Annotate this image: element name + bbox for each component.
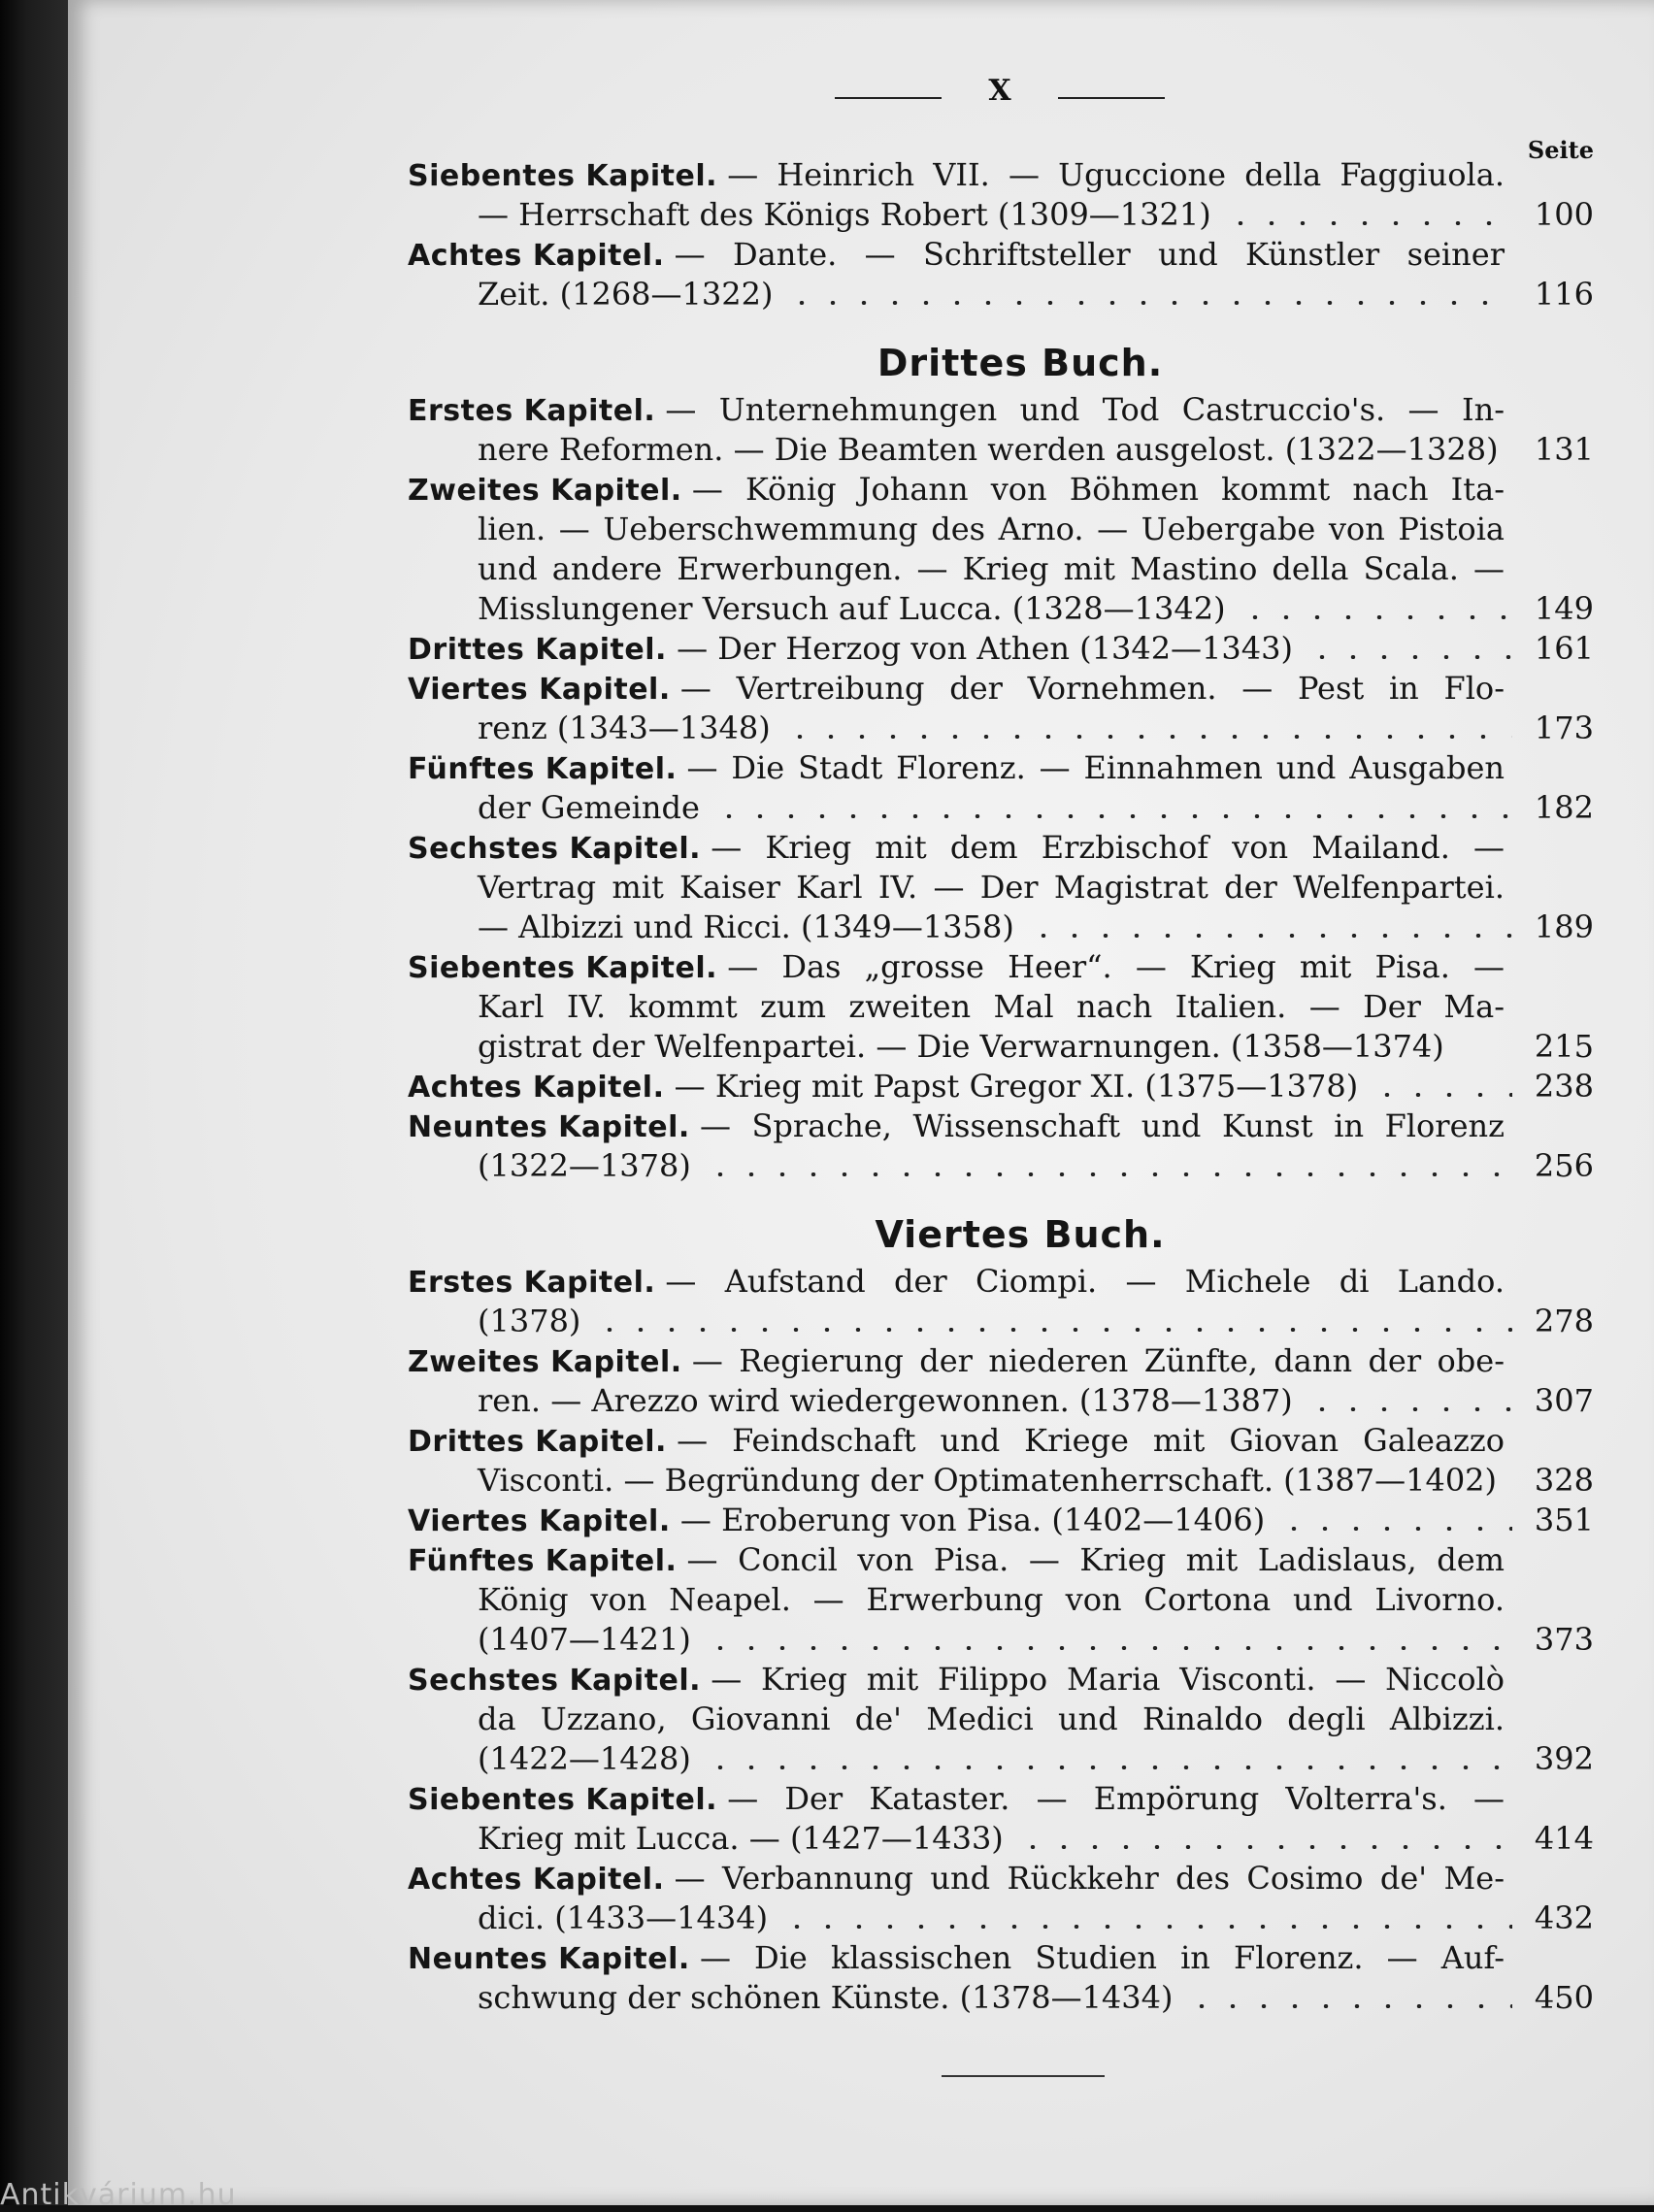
toc-entry-line [408,1898,1594,1938]
chapter-description: ren. — Arezzo wird wiedergewonnen. (1378—1387) [478,1382,1293,1419]
toc-entry-line [408,589,1594,629]
toc-entry-line [408,828,1594,868]
dot-leader [1186,2004,1512,2008]
toc-entry-line [408,275,1594,314]
dot-leader [705,1766,1512,1769]
chapter-description: — Der Kataster. — Empörung Volterra's. — [727,1780,1505,1817]
dot-leader [1372,1093,1512,1097]
chapter-description: — Feindschaft und Kriege mit Giovan Galeazzo [677,1422,1505,1459]
toc-entry [408,1859,1594,1938]
toc-entry-line [408,1027,1594,1067]
toc-entry-line [408,1978,1594,2018]
chapter-description: — Herrschaft des Königs Robert (1309—1321) [478,196,1211,233]
chapter-description: — Unternehmungen und Tod Castruccio's. — In- [665,391,1505,428]
page-reference: 189 [1534,908,1594,945]
toc-entry-line [408,1700,1594,1739]
toc-entry [408,1938,1594,2018]
chapter-label: Achtes Kapitel. [408,1071,665,1105]
page-reference: 161 [1534,630,1594,667]
page-reference: 215 [1534,1028,1594,1065]
toc-entry-line [408,430,1594,470]
chapter-label: Zweites Kapitel. [408,1345,682,1379]
chapter-description: — Vertreibung der Vornehmen. — Pest in Flo- [679,670,1505,707]
toc-entry-line [408,629,1594,669]
toc-entry-line [408,1262,1594,1302]
dot-leader [705,1646,1512,1650]
toc-entry-line [408,908,1594,947]
chapter-description: (1322—1378) [478,1147,691,1184]
toc-entry-line [408,987,1594,1027]
toc-entry [408,748,1594,828]
toc-entry-line [408,390,1594,430]
toc-entry [408,1779,1594,1859]
chapter-description: und andere Erwerbungen. — Krieg mit Mastino della Scala. — [478,550,1505,587]
chapter-description: — Die klassischen Studien in Florenz. — Auf- [699,1939,1505,1976]
page-reference: 307 [1534,1382,1594,1419]
chapter-label: Siebentes Kapitel. [408,159,718,193]
dot-leader [784,735,1512,739]
chapter-description: (1422—1428) [478,1740,691,1777]
toc-entry-line [408,947,1594,987]
chapter-description: nere Reformen. — Die Beamten werden ausgelost. (1322—1328) [478,431,1499,468]
chapter-description: — Dante. — Schriftsteller und Künstler seiner [674,236,1505,273]
dot-leader [786,301,1512,305]
chapter-label: Sechstes Kapitel. [408,1664,702,1698]
chapter-description: — Concil von Pisa. — Krieg mit Ladislaus, dem [686,1541,1505,1578]
toc-entry-line [408,195,1594,235]
page-reference: 373 [1534,1621,1594,1658]
toc-entry-line [408,788,1594,828]
chapter-description: — König Johann von Böhmen kommt nach Ita- [691,471,1505,508]
chapter-label: Drittes Kapitel. [408,1425,667,1459]
toc-entry [408,1262,1594,1341]
toc-entry [408,155,1594,235]
toc-entry-line [408,235,1594,275]
toc-entry [408,235,1594,314]
toc-entry-line [408,1819,1594,1859]
chapter-description: — Sprache, Wissenschaft und Kunst in Florenz [699,1107,1505,1144]
chapter-description: da Uzzano, Giovanni de' Medici und Rinaldo degli Albizzi. [478,1700,1505,1737]
header-rule-right [1058,97,1165,99]
toc-entry-line [408,1106,1594,1146]
toc-entry-line [408,1660,1594,1700]
page-reference: 432 [1534,1899,1594,1936]
chapter-label: Achtes Kapitel. [408,1863,665,1897]
chapter-label: Erstes Kapitel. [408,394,656,428]
chapter-description: (1378) [478,1303,581,1339]
chapter-description: — Das „grosse Heer“. — Krieg mit Pisa. — [727,948,1505,985]
dot-leader [1307,655,1512,659]
toc-entry [408,1341,1594,1421]
book-heading: Drittes Buch. [877,342,1164,384]
chapter-description: — Regierung der niederen Zünfte, dann der obe- [691,1342,1505,1379]
toc-entry [408,1067,1594,1106]
page-reference: 173 [1534,710,1594,746]
page-number: X [988,74,1011,108]
dot-leader [1225,221,1512,225]
chapter-label: Viertes Kapitel. [408,1504,671,1538]
toc-entry-line [408,1461,1594,1501]
chapter-description: Zeit. (1268—1322) [478,276,774,313]
chapter-description: — Die Stadt Florenz. — Einnahmen und Ausgaben [686,749,1505,786]
page-reference: 116 [1534,276,1594,313]
chapter-description: Karl IV. kommt zum zweiten Mal nach Italien. — Der Ma- [478,988,1505,1025]
toc-entry-line [408,748,1594,788]
chapter-label: Neuntes Kapitel. [408,1942,690,1976]
toc-entry-line [408,1779,1594,1819]
toc-entry [408,1106,1594,1186]
toc-entry [408,1421,1594,1501]
page-reference: 328 [1534,1462,1594,1499]
toc-entry-line [408,709,1594,748]
toc-entry [408,1540,1594,1660]
page-reference: 414 [1534,1820,1594,1857]
toc-entry-line [408,1067,1594,1106]
dot-leader [1307,1407,1512,1411]
chapter-label: Erstes Kapitel. [408,1266,656,1300]
chapter-description: Misslungener Versuch auf Lucca. (1328—1342) [478,590,1226,627]
chapter-description: lien. — Ueberschwemmung des Arno. — Uebergabe von Pistoia [478,511,1505,547]
toc-entry-line [408,1381,1594,1421]
toc-entry-line [408,1302,1594,1341]
page-reference: 392 [1534,1740,1594,1777]
page-reference: 182 [1534,789,1594,826]
toc-entry-line [408,1341,1594,1381]
chapter-label: Fünftes Kapitel. [408,752,678,786]
toc-entry-line [408,868,1594,908]
page-reference: 256 [1534,1147,1594,1184]
toc-entry-line [408,1938,1594,1978]
chapter-description: — Krieg mit Papst Gregor XI. (1375—1378) [674,1068,1359,1105]
dot-leader [1028,934,1512,938]
chapter-description: — Krieg mit Filippo Maria Visconti. — Niccolò [711,1661,1505,1698]
dot-leader [1278,1527,1512,1531]
chapter-label: Sechstes Kapitel. [408,832,702,866]
toc-entry [408,947,1594,1067]
toc-entry-line [408,1540,1594,1580]
header-rule-left [835,97,942,99]
chapter-description: der Gemeinde [478,789,700,826]
toc-entry [408,669,1594,748]
chapter-description: Vertrag mit Kaiser Karl IV. — Der Magistrat der Welfenpartei. [478,869,1505,906]
toc-entry-line [408,1421,1594,1461]
toc-entry-line [408,549,1594,589]
chapter-label: Fünftes Kapitel. [408,1544,678,1578]
dot-leader [781,1925,1512,1929]
chapter-description: — Heinrich VII. — Uguccione della Faggiuola. [727,156,1505,193]
toc-entry-line [408,1580,1594,1620]
dot-leader [594,1328,1512,1332]
dot-leader [713,814,1512,818]
toc-entry-line [408,1501,1594,1540]
table-of-contents [408,155,1594,2018]
toc-entry-line [408,1739,1594,1779]
toc-entry [408,828,1594,947]
footer-rule [942,2075,1105,2077]
toc-entry [408,390,1594,470]
page-header [835,74,1165,122]
page-reference: 149 [1534,590,1594,627]
toc-entry [408,470,1594,629]
chapter-label: Neuntes Kapitel. [408,1110,690,1144]
dot-leader [1240,615,1512,619]
toc-entry [408,629,1594,669]
book-spine [0,0,68,2205]
chapter-description: Visconti. — Begründung der Optimatenherrschaft. (1387—1402) [478,1462,1498,1499]
chapter-description: gistrat der Welfenpartei. — Die Verwarnungen. (1358—1374) [478,1028,1444,1065]
chapter-description: — Verbannung und Rückkehr des Cosimo de' Me- [674,1860,1505,1897]
chapter-description: — Der Herzog von Athen (1342—1343) [677,630,1293,667]
dot-leader [705,1172,1512,1176]
toc-entry-line [408,669,1594,709]
toc-entry-line [408,155,1594,195]
chapter-description: Krieg mit Lucca. — (1427—1433) [478,1820,1004,1857]
dot-leader [1017,1845,1512,1849]
chapter-description: (1407—1421) [478,1621,691,1658]
toc-entry [408,1501,1594,1540]
toc-entry [408,1660,1594,1779]
page-reference: 238 [1534,1068,1594,1105]
page-reference: 450 [1534,1979,1594,2016]
page-reference: 100 [1534,196,1594,233]
chapter-description: — Eroberung von Pisa. (1402—1406) [679,1502,1266,1538]
watermark: Antikvárium.hu [0,2178,237,2212]
chapter-label: Drittes Kapitel. [408,633,667,667]
chapter-description: dici. (1433—1434) [478,1899,769,1936]
seite-column-label: Seite [1527,136,1594,164]
page-reference: 131 [1534,431,1594,468]
chapter-description: renz (1343—1348) [478,710,771,746]
chapter-description: schwung der schönen Künste. (1378—1434) [478,1979,1174,2016]
chapter-description: — Albizzi und Ricci. (1349—1358) [478,908,1014,945]
toc-entry-line [408,1620,1594,1660]
page-reference: 278 [1534,1303,1594,1339]
toc-entry-line [408,1146,1594,1186]
chapter-label: Siebentes Kapitel. [408,951,718,985]
page-reference: 351 [1534,1502,1594,1538]
chapter-description: — Krieg mit dem Erzbischof von Mailand. — [711,829,1505,866]
toc-entry-line [408,1859,1594,1898]
toc-entry-line [408,470,1594,510]
book-heading: Viertes Buch. [875,1213,1166,1256]
chapter-description: — Aufstand der Ciompi. — Michele di Lando. [665,1263,1505,1300]
chapter-label: Viertes Kapitel. [408,673,671,707]
chapter-description: König von Neapel. — Erwerbung von Cortona und Livorno. [478,1581,1505,1618]
toc-entry-line [408,510,1594,549]
chapter-label: Zweites Kapitel. [408,474,682,508]
chapter-label: Siebentes Kapitel. [408,1783,718,1817]
chapter-label: Achtes Kapitel. [408,239,665,273]
